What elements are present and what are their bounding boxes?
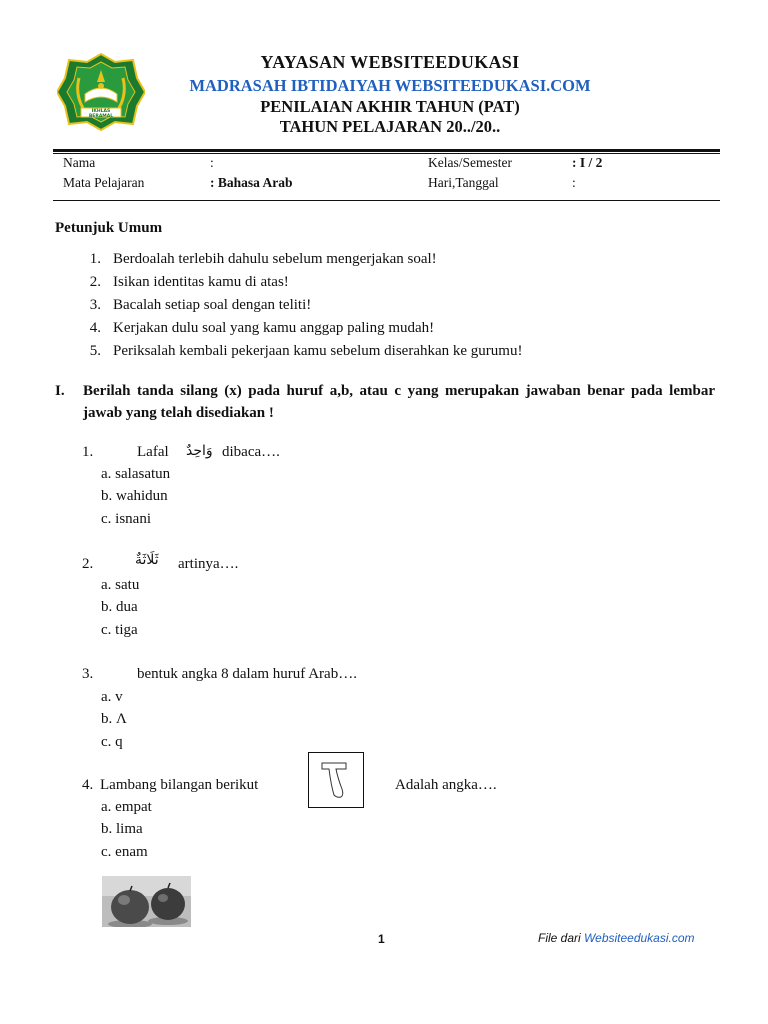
kemenag-logo (57, 52, 145, 132)
option-a[interactable]: a. empat (101, 799, 152, 815)
class-semester-value: : I / 2 (572, 155, 603, 170)
question-number: 3. (82, 666, 94, 682)
option-a[interactable]: a. satu (101, 577, 140, 593)
instruction-item: 4. Kerjakan dulu soal yang kamu anggap paling mudah! (89, 320, 435, 336)
exam-title: PENILAIAN AKHIR TAHUN (PAT) (260, 97, 520, 116)
option-b[interactable]: b. Λ (101, 711, 127, 727)
section-instruction (55, 380, 715, 424)
arabic-word: وَاحِدٌ (186, 443, 213, 459)
option-c[interactable]: c. tiga (101, 622, 138, 638)
name-label: Nama (63, 155, 96, 170)
apples-photo (102, 876, 191, 927)
instructions-title: Petunjuk Umum (55, 220, 163, 236)
subject-value: : Bahasa Arab (210, 175, 293, 190)
date-label: Hari,Tanggal (428, 175, 499, 190)
subject-label: Mata Pelajaran (63, 175, 145, 190)
instructions-list (55, 248, 522, 363)
instruction-item: 2. Isikan identitas kamu di atas! (89, 274, 289, 290)
question-text: artinya…. (178, 556, 239, 572)
arabic-numeral-box (308, 752, 364, 808)
header-rule-thick (53, 149, 720, 152)
instruction-item: 5. Periksalah kembali pekerjaan kamu sebelum diserahkan ke gurumu! (89, 343, 523, 359)
question-number: 4. (82, 777, 94, 793)
option-c[interactable]: c. isnani (101, 511, 151, 527)
arabic-numeral-6-icon (309, 753, 363, 807)
option-a[interactable]: a. v (101, 689, 123, 705)
footer-prefix: File dari (538, 931, 581, 945)
info-bottom-rule (53, 200, 720, 201)
name-colon: : (210, 155, 214, 170)
option-b[interactable]: b. lima (101, 821, 143, 837)
option-b[interactable]: b. wahidun (101, 488, 168, 504)
option-a[interactable]: a. salasatun (101, 466, 171, 482)
header-rule-thin (53, 153, 720, 154)
option-c[interactable]: c. enam (101, 844, 148, 860)
logo-text: IKHLAS BERAMAL (88, 109, 114, 119)
class-semester-label: Kelas/Semester (428, 155, 512, 170)
footer-link[interactable]: Websiteedukasi.com (584, 931, 695, 945)
footer-credit (538, 931, 695, 945)
date-colon: : (572, 175, 576, 190)
question-number: 2. (82, 556, 94, 572)
question-number: 1. (82, 444, 94, 460)
section-text: Berilah tanda silang (x) pada huruf a,b, atau c yang merupakan jawaban benar pada lembar jawab yang telah disediakan ! (83, 383, 715, 421)
question-text: Lambang bilangan berikut (100, 777, 259, 793)
arabic-word: ثَلَاثَةٌ (135, 552, 159, 568)
instruction-item: 3. Bacalah setiap soal dengan teliti! (89, 297, 312, 313)
question-text: Lafal (137, 444, 169, 460)
option-b[interactable]: b. dua (101, 599, 138, 615)
question-text: bentuk angka 8 dalam huruf Arab…. (137, 666, 357, 682)
school-name: MADRASAH IBTIDAIYAH WEBSITEEDUKASI.COM (189, 76, 591, 95)
page-number: 1 (378, 932, 385, 946)
instruction-item: 1. Berdoalah terlebih dahulu sebelum mengerjakan soal! (89, 251, 437, 267)
question-text: dibaca…. (222, 444, 280, 460)
section-number: I. (55, 383, 65, 399)
foundation-name: YAYASAN WEBSITEEDUKASI (260, 52, 520, 72)
question-text: Adalah angka…. (395, 777, 497, 793)
option-c[interactable]: c. q (101, 734, 123, 750)
academic-year: TAHUN PELAJARAN 20../20.. (279, 117, 501, 136)
